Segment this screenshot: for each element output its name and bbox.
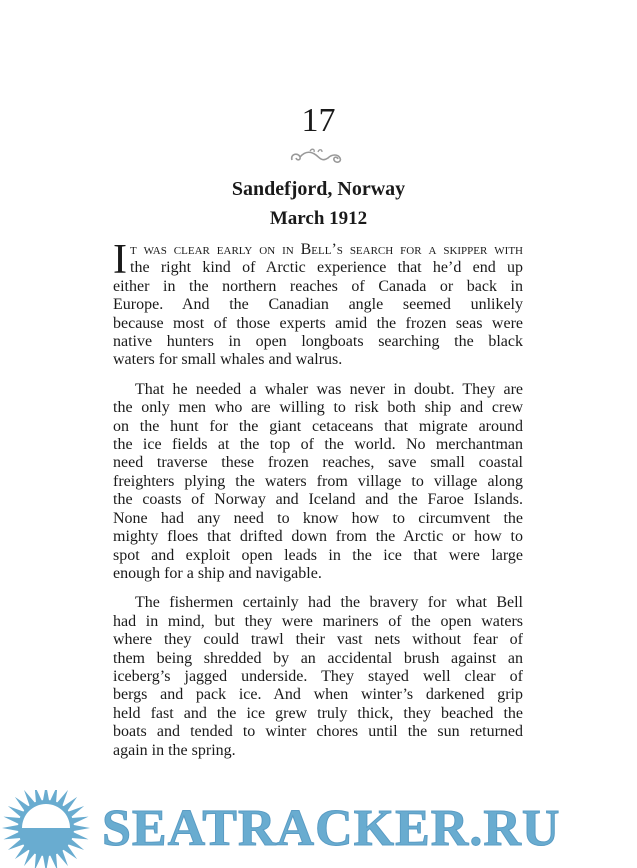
text-line: native hunters in open longboats searching the black (113, 333, 523, 351)
text-line: None had any need to know how to circumvent the (113, 509, 523, 527)
text-line: iceberg’s jagged underside. They stayed well clear of (113, 667, 523, 685)
text-line: boats and tended to winter chores until the sun returned (113, 723, 523, 741)
text-line: held fast and the ice grew truly thick, they beached the (113, 704, 523, 722)
sun-logo-icon (0, 790, 100, 868)
text-line: need traverse these frozen reaches, save small coastal (113, 454, 523, 472)
text-line: mighty floes that drifted down from the Arctic or how to (113, 528, 523, 546)
text-line: waters for small whales and walrus. (113, 351, 343, 369)
text-line: the only men who are willing to risk both ship and crew (113, 399, 523, 417)
text-line: either in the northern reaches of Canada or back in (113, 277, 523, 295)
watermark: SEATRACKER.RU (102, 800, 561, 857)
text-line: the right kind of Arctic experience that he’d end up (130, 259, 523, 277)
chapter-body (113, 237, 523, 771)
chapter-number: 17 (301, 102, 336, 139)
text-line: freighters plying the waters from village to village along (113, 472, 523, 490)
text-line: the ice fields at the top of the world. No merchantman (113, 436, 523, 454)
text-line: That he needed a whaler was never in doubt. They are (135, 380, 523, 398)
text-line: spot and exploit open leads in the ice that were large (113, 546, 523, 564)
paragraph (113, 594, 523, 760)
text-line: enough for a ship and navigable. (113, 564, 322, 582)
location-heading: Sandefjord, Norway (231, 178, 406, 200)
text-line: The fishermen certainly had the bravery for what Bell (135, 594, 523, 612)
text-line: again in the spring. (113, 741, 236, 759)
text-line: where they could trawl their vast nets without fear of (113, 631, 523, 649)
drop-cap: I (113, 237, 127, 283)
paragraph (113, 381, 523, 583)
text-line: them being shredded by an accidental brush against an (113, 649, 523, 667)
text-line: because most of those experts amid the frozen seas were (113, 314, 523, 332)
date-heading: March 1912 (269, 208, 368, 229)
text-line: bergs and pack ice. And when winter’s darkened grip (113, 686, 523, 704)
text-line: t was clear early on in Bell’s search for a skipper with (130, 241, 523, 258)
text-line: the coasts of Norway and Iceland and the Faroe Islands. (113, 491, 523, 509)
text-line: Europe. And the Canadian angle seemed unlikely (113, 296, 523, 314)
ornament-divider-icon (288, 146, 344, 166)
text-line: had in mind, but they were mariners of the open waters (113, 612, 523, 630)
paragraph (113, 237, 523, 370)
text-line: on the hunt for the giant cetaceans that migrate around (113, 417, 523, 435)
